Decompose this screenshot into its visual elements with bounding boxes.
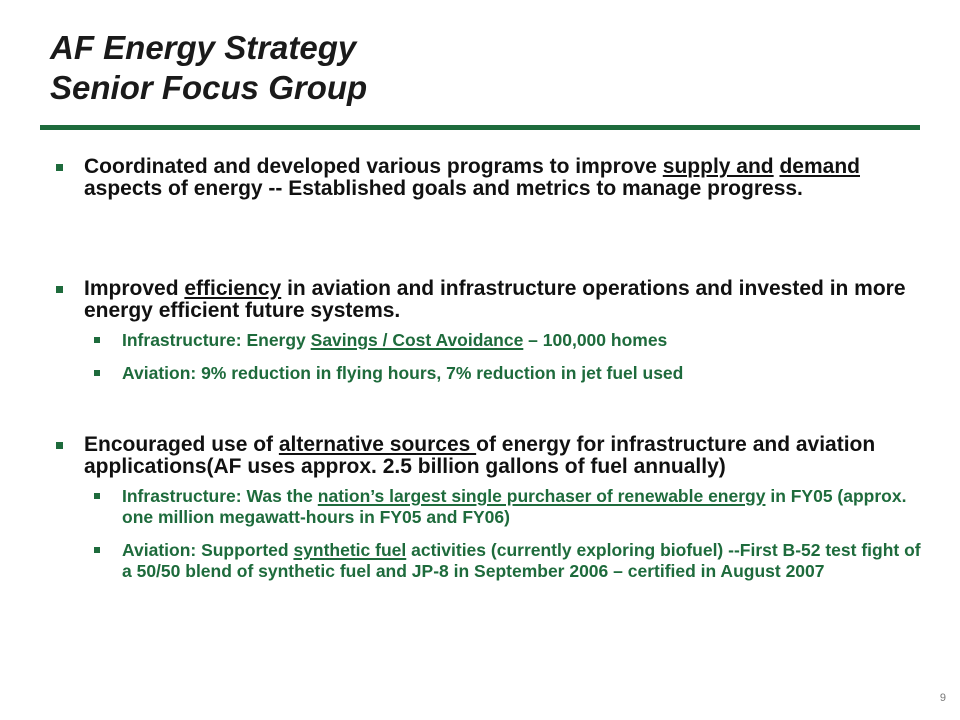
underlined-term: efficiency xyxy=(184,277,282,300)
sub-bullet: Infrastructure: Was the nation’s largest single purchaser of renewable energy in FY05 (approx. one million megawatt-hours in FY05 and FY06) xyxy=(56,486,922,528)
bullet-text: Encouraged use of alternative sources of energy for infrastructure and aviation applications(AF uses approx. 2.5 billion gallons of fuel annually) xyxy=(56,434,914,478)
underlined-term: supply and xyxy=(662,155,774,178)
sub-bullet: Infrastructure: Energy Savings / Cost Avoidance – 100,000 homes xyxy=(56,330,922,351)
title-line-1: AF Energy Strategy xyxy=(50,29,357,66)
underlined-term: alternative sources xyxy=(278,433,477,456)
square-bullet-icon xyxy=(56,286,63,293)
bullet-text: Coordinated and developed various programs to improve supply and demand aspects of energy -- Established goals and metrics to manage progress. xyxy=(56,156,914,200)
square-bullet-icon xyxy=(94,337,100,343)
bullet-text: Improved efficiency in aviation and infrastructure operations and invested in more energy efficient future systems. xyxy=(56,278,914,322)
square-bullet-icon xyxy=(94,370,100,376)
sub-bullet: Aviation: Supported synthetic fuel activities (currently exploring biofuel) --First B-52 test fight of a 50/50 blend of synthetic fuel and JP-8 in September 2006 – certified in August 2007 xyxy=(56,540,922,582)
square-bullet-icon xyxy=(56,164,63,171)
page-number: 9 xyxy=(939,692,946,704)
bullet-3 xyxy=(56,434,922,582)
underlined-term: synthetic fuel xyxy=(293,540,407,560)
underlined-term: nation’s largest single purchaser of renewable energy xyxy=(317,486,766,506)
title-line-2: Senior Focus Group xyxy=(50,69,368,106)
slide-title xyxy=(50,28,367,108)
sub-bullet: Aviation: 9% reduction in flying hours, 7% reduction in jet fuel used xyxy=(56,363,922,384)
bullet-2 xyxy=(56,278,922,384)
underlined-term: demand xyxy=(779,155,860,178)
square-bullet-icon xyxy=(56,442,63,449)
bullet-1 xyxy=(56,156,914,200)
square-bullet-icon xyxy=(94,547,100,553)
underlined-term: Savings / Cost Avoidance xyxy=(310,330,524,350)
title-divider xyxy=(40,125,920,130)
square-bullet-icon xyxy=(94,493,100,499)
